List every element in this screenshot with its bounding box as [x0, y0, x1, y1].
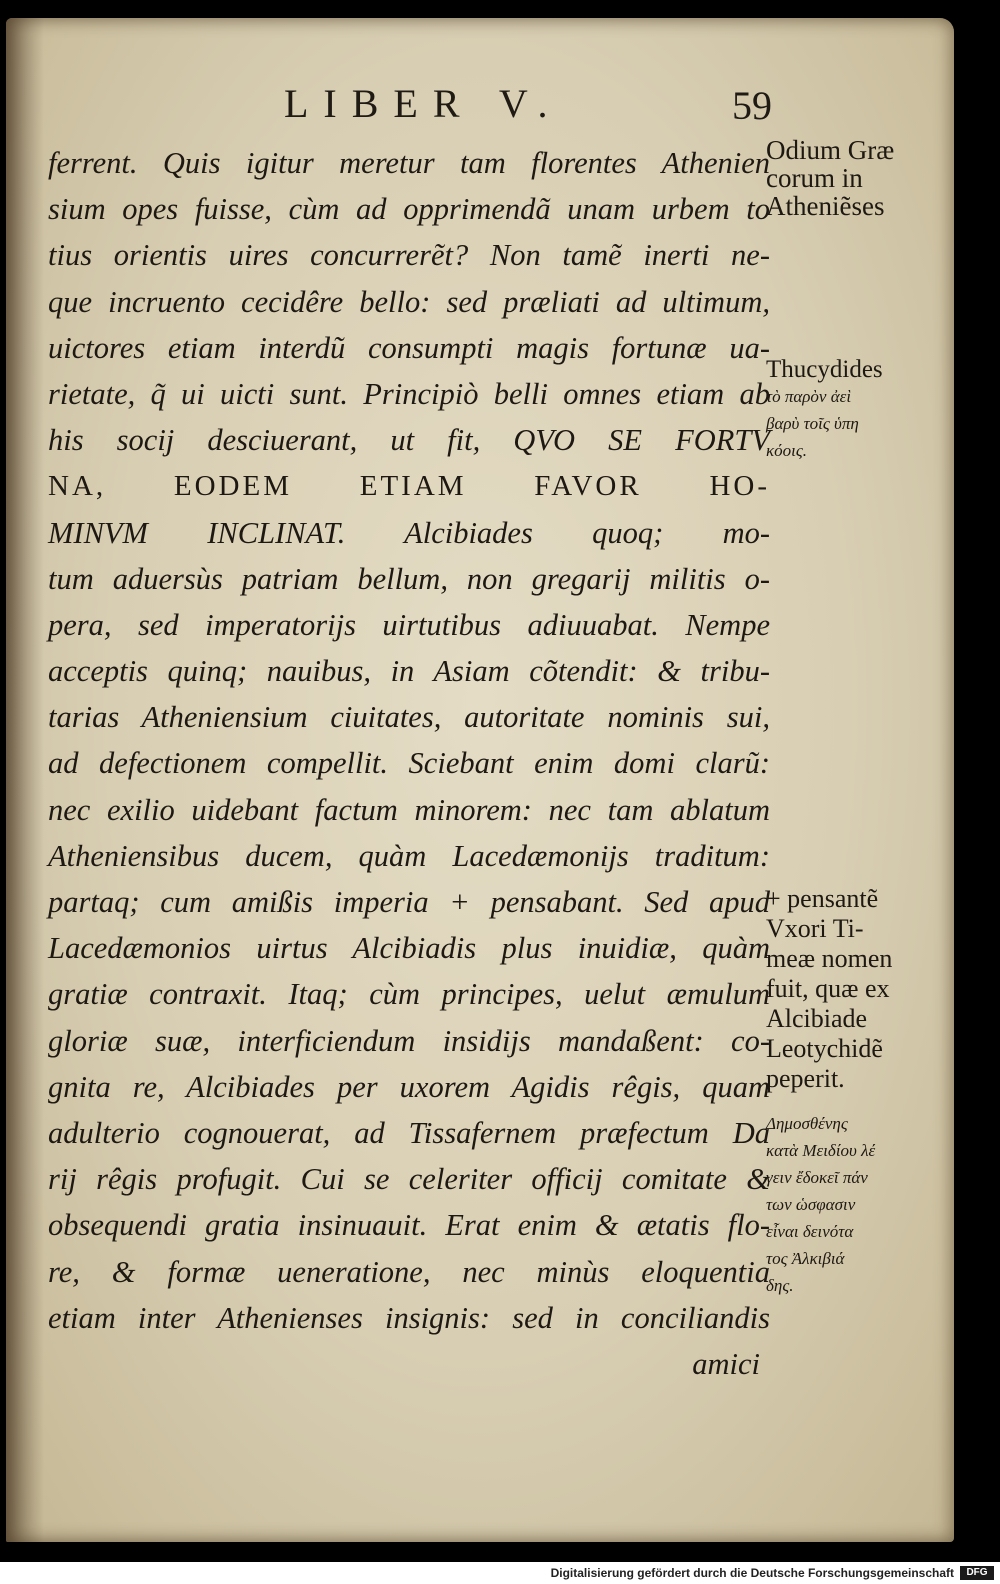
running-head: LIBER V.: [284, 81, 563, 126]
marginal-line: Atheniẽses: [766, 191, 885, 221]
text-line: tum aduersùs patriam bellum, non gregarij militis o-: [48, 561, 770, 596]
text-line: his socij desciuerant, ut fit, QVO SE FORTV: [48, 423, 770, 458]
marginal-greek-line: των ὡσφασιν: [766, 1195, 856, 1214]
marginal-greek-line: δης.: [766, 1276, 794, 1295]
text-line: Lacedæmonios uirtus Alcibiadis plus inuidiæ, quàm: [48, 931, 770, 966]
marginal-line: meæ nomen: [766, 944, 893, 973]
book-page: [6, 18, 954, 1542]
text-line-capitals: NA, EODEM ETIAM FAVOR HO-: [48, 470, 770, 503]
marginal-note-timea: [766, 884, 962, 1094]
text-line: rij rêgis profugit. Cui se celeriter officij comitate &: [48, 1162, 770, 1197]
marginal-greek-line: βαρὺ τοῖς ὑπη: [766, 414, 859, 433]
text-line: etiam inter Athenienses insignis: sed in conciliandis: [48, 1300, 770, 1335]
text-line: ad defectionem compellit. Sciebant enim domi clarũ:: [48, 746, 770, 781]
marginal-line: peperit.: [766, 1064, 845, 1093]
marginal-line: Alcibiade: [766, 1004, 868, 1033]
page-gutter-shadow: [6, 18, 44, 1542]
text-line: nec exilio uidebant factum minorem: nec tam ablatum: [48, 792, 770, 827]
marginal-greek-line: κατὰ Μειδίου λέ: [766, 1141, 876, 1160]
marginal-greek-line: τος Ἀλκιβιά: [766, 1249, 845, 1268]
text-line: acceptis quinq; nauibus, in Asiam cõtendit: & tribu-: [48, 654, 770, 689]
text-line: partaq; cum amißis imperia + pensabant. Sed apud: [48, 885, 770, 919]
catchword: amici: [692, 1346, 760, 1381]
marginal-line: Odium Græ: [766, 135, 895, 165]
text-line: gratiæ contraxit. Itaq; cùm principes, uelut æmulum: [48, 977, 770, 1012]
text-line: rietate, q̃ ui uicti sunt. Principiò belli omnes etiam ab: [48, 376, 770, 411]
text-line: tarias Atheniensium ciuitates, autoritate nominis sui,: [48, 700, 770, 735]
text-line: sium opes fuisse, cùm ad opprimendã unam urbem to: [48, 192, 770, 227]
text-line: ferrent. Quis igitur meretur tam florentes Athenien: [48, 146, 770, 180]
marginal-note-demosthenes: [766, 1110, 962, 1299]
text-line: tius orientis uires concurrerẽt? Non tamẽ inerti ne-: [48, 238, 770, 273]
text-line: que incruento cecidêre bello: sed præliati ad ultimum,: [48, 284, 770, 319]
text-line: Atheniensibus ducem, quàm Lacedæmonijs traditum:: [48, 838, 770, 873]
text-line: MINVM INCLINAT. Alcibiades quoq; mo-: [48, 515, 770, 550]
text-line: gloriæ suæ, interficiendum insidijs mandaßent: co-: [48, 1023, 770, 1058]
page-header: [6, 80, 954, 134]
dfg-logo-icon: DFG: [960, 1566, 994, 1580]
marginal-line: fuit, quæ ex: [766, 974, 890, 1003]
text-line: pera, sed imperatorijs uirtutibus adiuuabat. Nempe: [48, 607, 770, 642]
text-line: uictores etiam interdũ consumpti magis fortunæ ua-: [48, 330, 770, 365]
marginal-note-odium: [766, 136, 962, 220]
marginal-line: Vxori Ti-: [766, 914, 864, 943]
digitization-credit-bar: [0, 1564, 1000, 1584]
marginal-greek-line: εἶναι δεινότα: [766, 1222, 854, 1241]
text-line: obsequendi gratia insinuauit. Erat enim & ætatis flo-: [48, 1208, 770, 1243]
main-text-block: [48, 140, 770, 1387]
marginal-line: Leotychidẽ: [766, 1034, 883, 1063]
marginal-greek-line: Δημοσθένης: [766, 1114, 848, 1133]
marginal-greek-line: γειν ἔδοκεῖ πάν: [766, 1168, 868, 1187]
marginal-line: + pensantẽ: [766, 884, 879, 913]
marginal-greek-line: κόοις.: [766, 441, 808, 460]
text-line: re, & formæ ueneratione, nec minùs eloquentia: [48, 1254, 770, 1289]
page-number: 59: [732, 83, 772, 128]
marginal-line: Thucydides: [766, 356, 883, 383]
marginal-line: corum in: [766, 163, 863, 193]
text-line: adulterio cognouerat, ad Tissafernem præfectum Da: [48, 1115, 770, 1150]
text-line: gnita re, Alcibiades per uxorem Agidis rêgis, quam: [48, 1069, 770, 1104]
credit-text: Digitalisierung gefördert durch die Deutsche Forschungsgemeinschaft: [550, 1566, 954, 1580]
marginal-note-thucydides: [766, 356, 962, 464]
marginal-greek-line: τὸ παρὸν ἀεὶ: [766, 387, 852, 406]
